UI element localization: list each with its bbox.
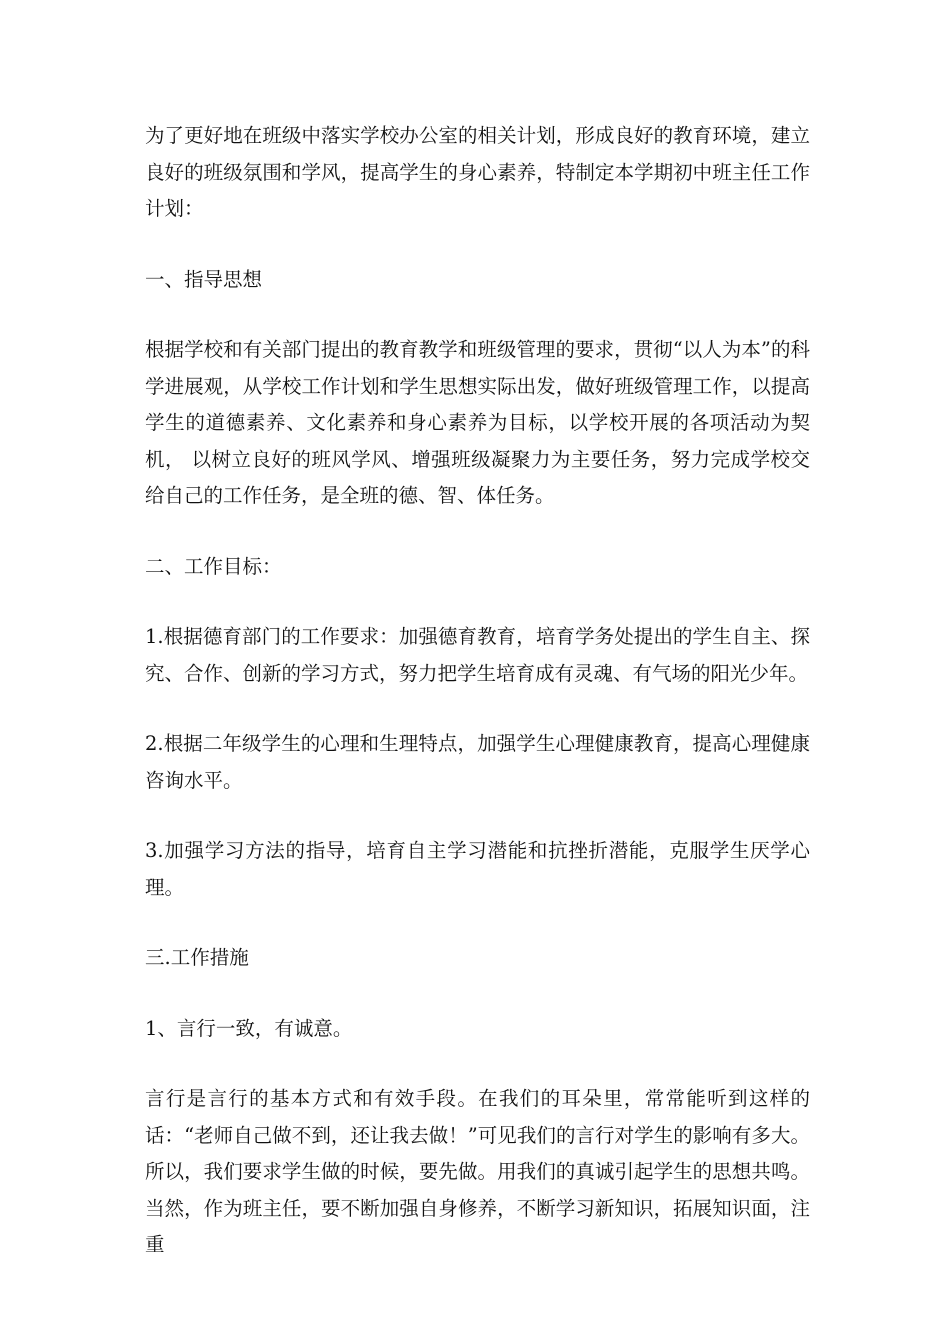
measure-paragraph-1: 言行是言行的基本方式和有效手段。在我们的耳朵里，常常能听到这样的话：“老师自己做不到，还让我去做！”可见我们的言行对学生的影响有多大。所以，我们要求学生做的时候，要先做。用我们的真诚引起学生的思想共鸣。当然，作为班主任，要不断加强自身修养，不断学习新知识，拓展知识面，注重	[145, 1087, 810, 1256]
intro-paragraph: 为了更好地在班级中落实学校办公室的相关计划，形成良好的教育环境，建立良好的班级氛围和学风，提高学生的身心素养，特制定本学期初中班主任工作计划：	[145, 124, 810, 220]
work-goal-item-2: 2.根据二年级学生的心理和生理特点，加强学生心理健康教育，提高心理健康咨询水平。	[145, 732, 810, 792]
work-goal-item-3: 3.加强学习方法的指导，培育自主学习潜能和抗挫折潜能，克服学生厌学心理。	[145, 839, 810, 899]
guiding-ideology-paragraph: 根据学校和有关部门提出的教育教学和班级管理的要求，贯彻“以人为本”的科学进展观，从学校工作计划和学生思想实际出发，做好班级管理工作，以提高学生的道德素养、文化素养和身心素养为目标，以学校开展的各项活动为契机， 以树立良好的班风学风、增强班级凝聚力为主要任务，努力完成学校交给自己的工作任务，是全班的德、智、体任务。	[145, 338, 810, 507]
work-goal-item-1: 1.根据德育部门的工作要求：加强德育教育，培育学务处提出的学生自主、探究、合作、创新的学习方式，努力把学生培育成有灵魂、有气场的阳光少年。	[145, 625, 810, 685]
section-heading-guiding-ideology: 一、指导思想	[145, 267, 263, 291]
section-heading-work-goals: 二、工作目标：	[145, 554, 282, 578]
measure-subheading-1: 1、言行一致，有诚意。	[145, 1016, 353, 1040]
section-heading-work-measures: 三.工作措施	[145, 946, 249, 969]
document-body	[145, 118, 810, 1298]
